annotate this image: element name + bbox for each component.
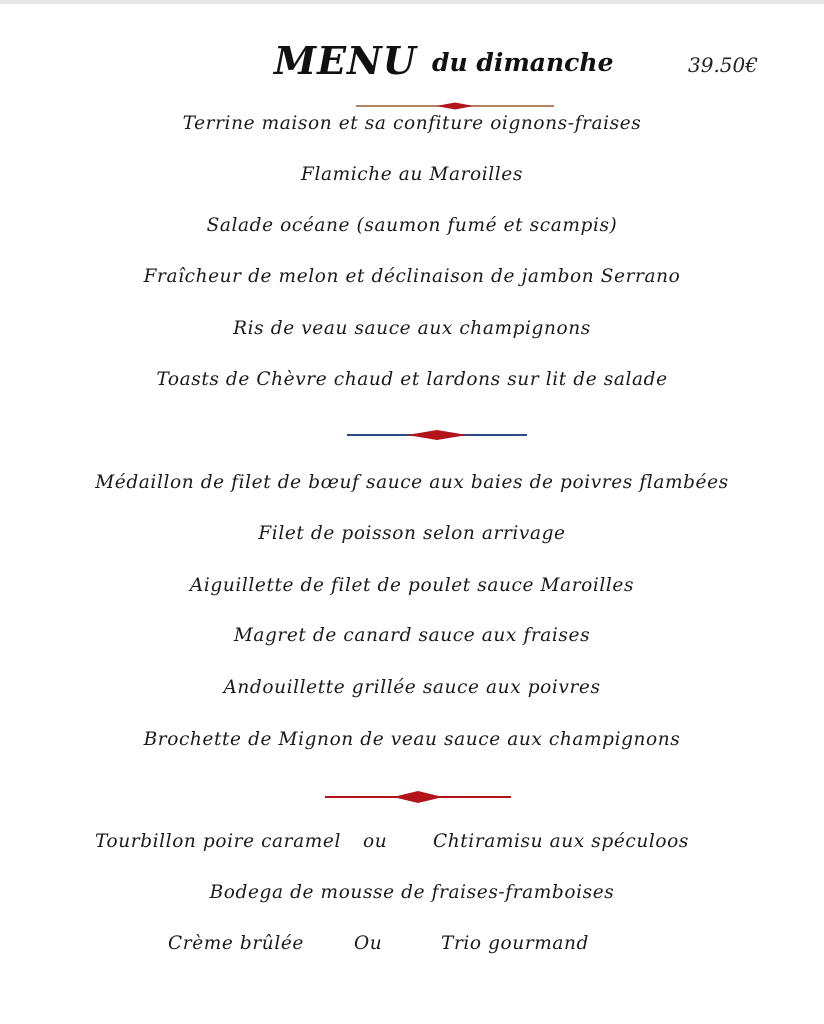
dessert-option: Trio gourmand: [441, 933, 589, 954]
main-item: Magret de canard sauce aux fraises: [233, 625, 591, 646]
starter-item: Fraîcheur de melon et déclinaison de jambon Serrano: [143, 266, 681, 287]
main-item: Filet de poisson selon arrivage: [258, 523, 566, 544]
menu-subtitle: du dimanche: [432, 48, 614, 77]
main-item: Aiguillette de filet de poulet sauce Maroilles: [189, 575, 635, 596]
dessert-item: Bodega de mousse de fraises-framboises: [209, 882, 615, 903]
dessert-option: Tourbillon poire caramel: [95, 831, 341, 852]
menu-header: [0, 38, 824, 88]
starter-item: Salade océane (saumon fumé et scampis): [206, 215, 618, 236]
divider-ornament-2: [347, 428, 527, 442]
starter-item: Toasts de Chèvre chaud et lardons sur lit de salade: [156, 369, 668, 390]
divider-ornament-1: [356, 100, 554, 112]
menu-title: MENU: [274, 38, 417, 83]
main-item: Andouillette grillée sauce aux poivres: [223, 677, 601, 698]
starter-item: Flamiche au Maroilles: [301, 164, 523, 185]
dessert-option: Crème brûlée: [168, 933, 304, 954]
dessert-or: Ou: [354, 933, 383, 954]
top-edge-bar: [0, 0, 824, 4]
main-item: Brochette de Mignon de veau sauce aux champignons: [143, 729, 681, 750]
dessert-choice-2: [0, 933, 824, 959]
divider-ornament-3: [325, 789, 511, 805]
starter-item: Terrine maison et sa confiture oignons-fraises: [182, 113, 642, 134]
starter-item: Ris de veau sauce aux champignons: [233, 318, 591, 339]
dessert-choice-1: [0, 831, 824, 857]
menu-price: 39.50€: [688, 53, 758, 77]
dessert-or: ou: [363, 831, 388, 852]
main-item: Médaillon de filet de bœuf sauce aux baies de poivres flambées: [95, 472, 729, 493]
dessert-option: Chtiramisu aux spéculoos: [433, 831, 689, 852]
